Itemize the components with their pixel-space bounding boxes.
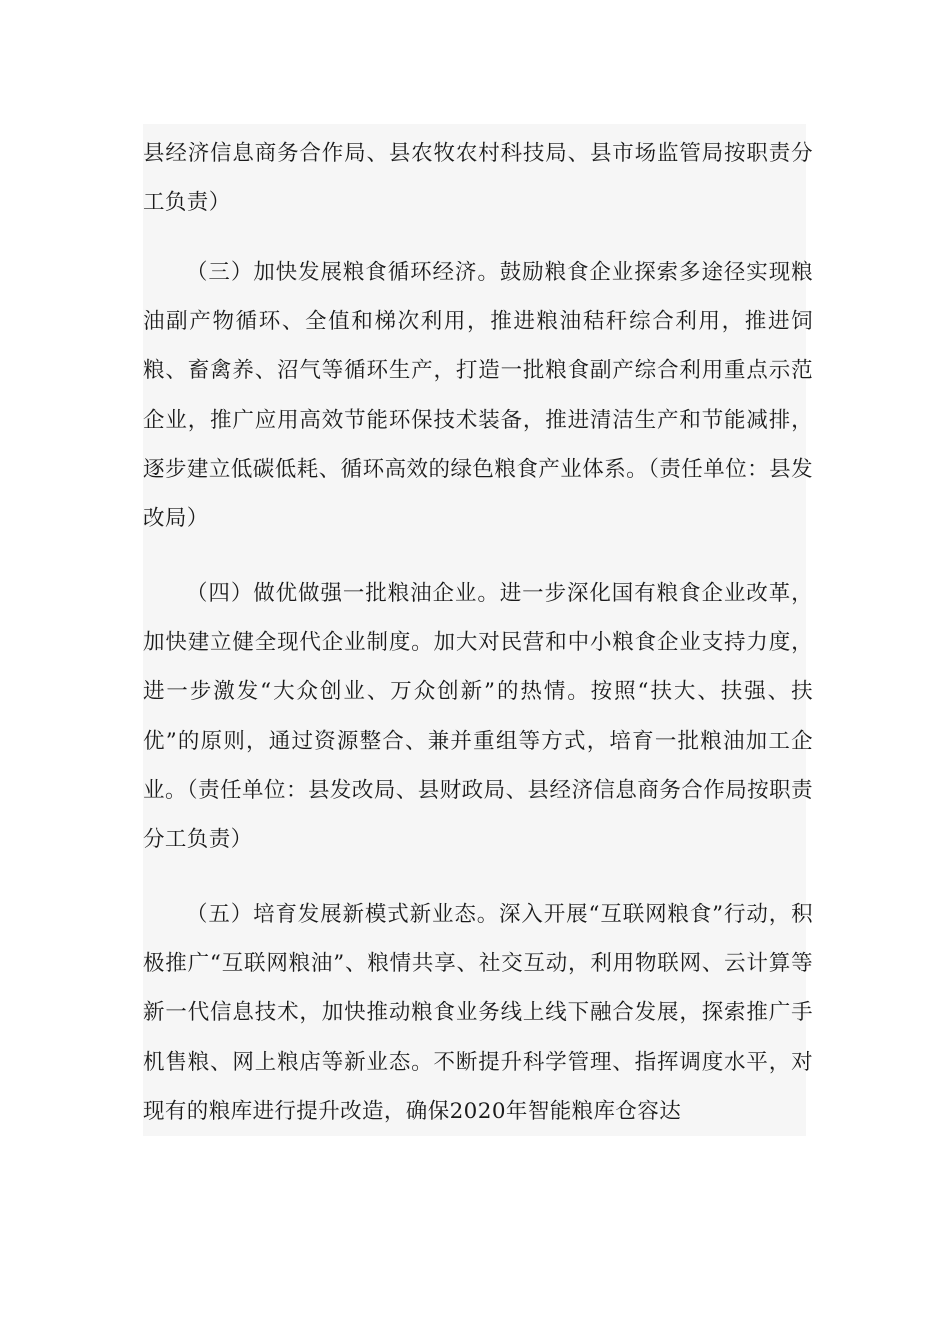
paragraph-section-4: （四）做优做强一批粮油企业。进一步深化国有粮食企业改革，加快建立健全现代企业制度。加大对民营和中小粮食企业支持力度，进一步激发“大众创业、万众创新”的热情。按照“扶大、扶强、扶优”的原则，通过资源整合、兼并重组等方式，培育一批粮油加工企业。（责任单位：县发改局、县财政局、县经济信息商务合作局按职责分工负责） [143,581,813,853]
paragraph-section-3: （三）加快发展粮食循环经济。鼓励粮食企业探索多途径实现粮油副产物循环、全值和梯次利用，推进粮油秸秆综合利用，推进饲粮、畜禽养、沼气等循环生产，打造一批粮食副产综合利用重点示范企业，推广应用高效节能环保技术装备，推进清洁生产和节能减排，逐步建立低碳低耗、循环高效的绿色粮食产业体系。（责任单位：县发改局） [143,260,813,532]
paragraph-continuation: 县经济信息商务合作局、县农牧农村科技局、县市场监管局按职责分工负责） [143,141,813,216]
paragraph-section-5: （五）培育发展新模式新业态。深入开展“互联网粮食”行动，积极推广“互联网粮油”、粮情共享、社交互动，利用物联网、云计算等新一代信息技术，加快推动粮食业务线上线下融合发展，探索推广手机售粮、网上粮店等新业态。不断提升科学管理、指挥调度水平，对现有的粮库进行提升改造，确保2020年智能粮库仓容达 [143,902,813,1124]
